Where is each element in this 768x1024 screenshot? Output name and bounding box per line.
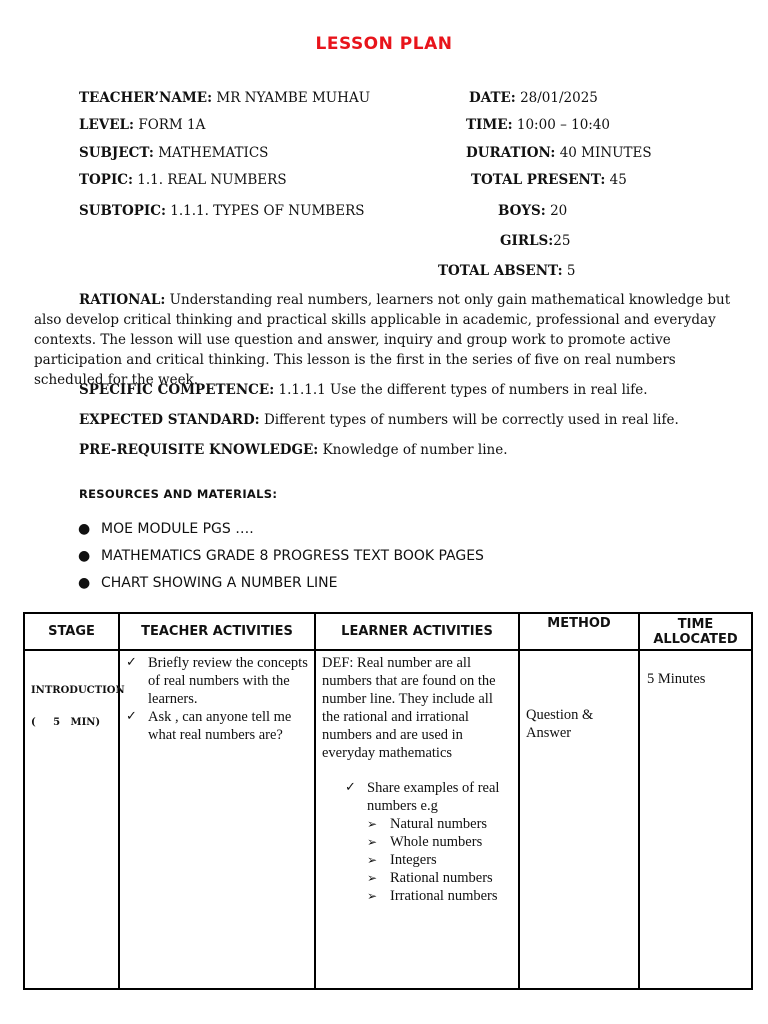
boys-row (498, 203, 567, 219)
teacher-activity-text: Briefly review the concepts of real numbers with the learners. (148, 655, 308, 707)
girls-label: GIRLS: (500, 233, 554, 249)
arrow-bullet-icon: ➢ (367, 889, 378, 903)
arrow-bullet-icon: ➢ (367, 871, 378, 885)
arrow-bullet-icon: ➢ (367, 817, 378, 831)
rational-label: RATIONAL: (79, 292, 166, 308)
resource-item (78, 544, 484, 571)
resource-item (78, 571, 484, 598)
stage-time: ( 5 MIN) (31, 717, 101, 728)
header-time-allocated: TIME ALLOCATED (639, 613, 752, 650)
rational-paragraph (34, 290, 739, 390)
time-allocated-text: 5 Minutes (647, 671, 706, 687)
resource-item-text: MATHEMATICS GRADE 8 PROGRESS TEXT BOOK PAGES (101, 548, 484, 564)
learner-activities-list (316, 779, 518, 905)
header-teacher-activities: TEACHER ACTIVITIES (119, 613, 315, 650)
lesson-table (23, 612, 753, 990)
subject-row (79, 145, 268, 161)
learner-activities-cell (315, 650, 519, 989)
checkmark-icon: ✓ (126, 655, 137, 670)
time-row (466, 117, 610, 133)
subject-value: MATHEMATICS (158, 145, 269, 161)
total-absent-row (438, 263, 575, 279)
total-present-row (471, 172, 627, 188)
arrow-bullet-icon: ➢ (367, 835, 378, 849)
teacher-activities-list (120, 654, 314, 744)
bullet-icon: ● (78, 575, 91, 591)
number-types-list (367, 815, 512, 905)
date-label: DATE: (469, 90, 516, 106)
expected-standard-label: EXPECTED STANDARD: (79, 412, 260, 428)
expected-standard-text: Different types of numbers will be correctly used in real life. (263, 412, 679, 428)
list-item (367, 887, 512, 905)
subtopic-row (79, 203, 365, 219)
resource-item-text: MOE MODULE PGS …. (101, 521, 254, 537)
level-label: LEVEL: (79, 117, 135, 133)
page-title: LESSON PLAN (315, 34, 453, 54)
method-text: Question & Answer (526, 707, 594, 741)
header-stage: STAGE (24, 613, 119, 650)
resources-heading: RESOURCES AND MATERIALS: (79, 487, 278, 501)
resource-item-text: CHART SHOWING A NUMBER LINE (101, 575, 338, 591)
duration-value: 40 MINUTES (559, 145, 652, 161)
boys-value: 20 (550, 203, 568, 219)
expected-standard (79, 412, 679, 428)
header-learner-activities: LEARNER ACTIVITIES (315, 613, 519, 650)
prerequisite-knowledge (79, 442, 508, 458)
bullet-icon: ● (78, 548, 91, 564)
teacher-value: MR NYAMBE MUHAU (216, 90, 371, 106)
learner-activity-text: Share examples of real numbers e.g (367, 780, 500, 814)
specific-competence-label: SPECIFIC COMPETENCE: (79, 382, 275, 398)
table-row (24, 650, 752, 989)
stage-name: INTRODUCTION (31, 685, 125, 696)
list-item (345, 779, 512, 905)
topic-label: TOPIC: (79, 172, 133, 188)
time-cell (639, 650, 752, 989)
boys-label: BOYS: (498, 203, 546, 219)
level-value: FORM 1A (138, 117, 206, 133)
teacher-activities-cell (119, 650, 315, 989)
date-row (469, 90, 598, 106)
list-item (126, 708, 310, 744)
checkmark-icon: ✓ (126, 709, 137, 724)
subject-label: SUBJECT: (79, 145, 154, 161)
duration-label: DURATION: (466, 145, 556, 161)
list-item (126, 654, 310, 708)
rational-text: Understanding real numbers, learners not only gain mathematical knowledge but also develop critical thinking and practical skills applicable in academic, professional and everyday contexts. The lesson will use question and answer, inquiry and group work to promote active participation and critical thinking. This lesson is the first in the series of five on real numbers scheduled for the week. (34, 292, 731, 388)
method-cell (519, 650, 639, 989)
number-type-text: Irrational numbers (390, 888, 498, 904)
teacher-row (79, 90, 370, 106)
resources-list (78, 517, 484, 598)
list-item (367, 815, 512, 833)
specific-competence-text: 1.1.1.1 Use the different types of numbers in real life. (278, 382, 648, 398)
prerequisite-label: PRE-REQUISITE KNOWLEDGE: (79, 442, 319, 458)
list-item (367, 869, 512, 887)
bullet-icon: ● (78, 521, 91, 537)
total-present-value: 45 (609, 172, 627, 188)
learner-definition: DEF: Real number are all numbers that are found on the number line. They include all the rational and irrational numbers and are used in everyday mathematics (322, 655, 496, 761)
table-header-row (24, 613, 752, 650)
list-item (367, 851, 512, 869)
girls-value: 25 (553, 233, 571, 249)
checkmark-icon: ✓ (345, 780, 356, 795)
specific-competence (79, 382, 648, 398)
topic-row (79, 172, 287, 188)
subtopic-label: SUBTOPIC: (79, 203, 166, 219)
header-method: METHOD (519, 613, 639, 650)
total-absent-label: TOTAL ABSENT: (438, 263, 563, 279)
resource-item (78, 517, 484, 544)
number-type-text: Natural numbers (390, 816, 488, 832)
time-label: TIME: (466, 117, 513, 133)
subtopic-value: 1.1.1. TYPES OF NUMBERS (170, 203, 365, 219)
arrow-bullet-icon: ➢ (367, 853, 378, 867)
teacher-label: TEACHER’NAME: (79, 90, 213, 106)
topic-value: 1.1. REAL NUMBERS (137, 172, 287, 188)
number-type-text: Whole numbers (390, 834, 483, 850)
girls-row (500, 233, 570, 249)
time-value: 10:00 – 10:40 (516, 117, 611, 133)
teacher-activity-text: Ask , can anyone tell me what real numbers are? (148, 709, 292, 743)
list-item (367, 833, 512, 851)
total-present-label: TOTAL PRESENT: (471, 172, 606, 188)
number-type-text: Integers (390, 852, 437, 868)
level-row (79, 117, 205, 133)
date-value: 28/01/2025 (520, 90, 598, 106)
duration-row (466, 145, 652, 161)
number-type-text: Rational numbers (390, 870, 493, 886)
prerequisite-text: Knowledge of number line. (322, 442, 508, 458)
total-absent-value: 5 (566, 263, 576, 279)
stage-cell (24, 650, 125, 989)
